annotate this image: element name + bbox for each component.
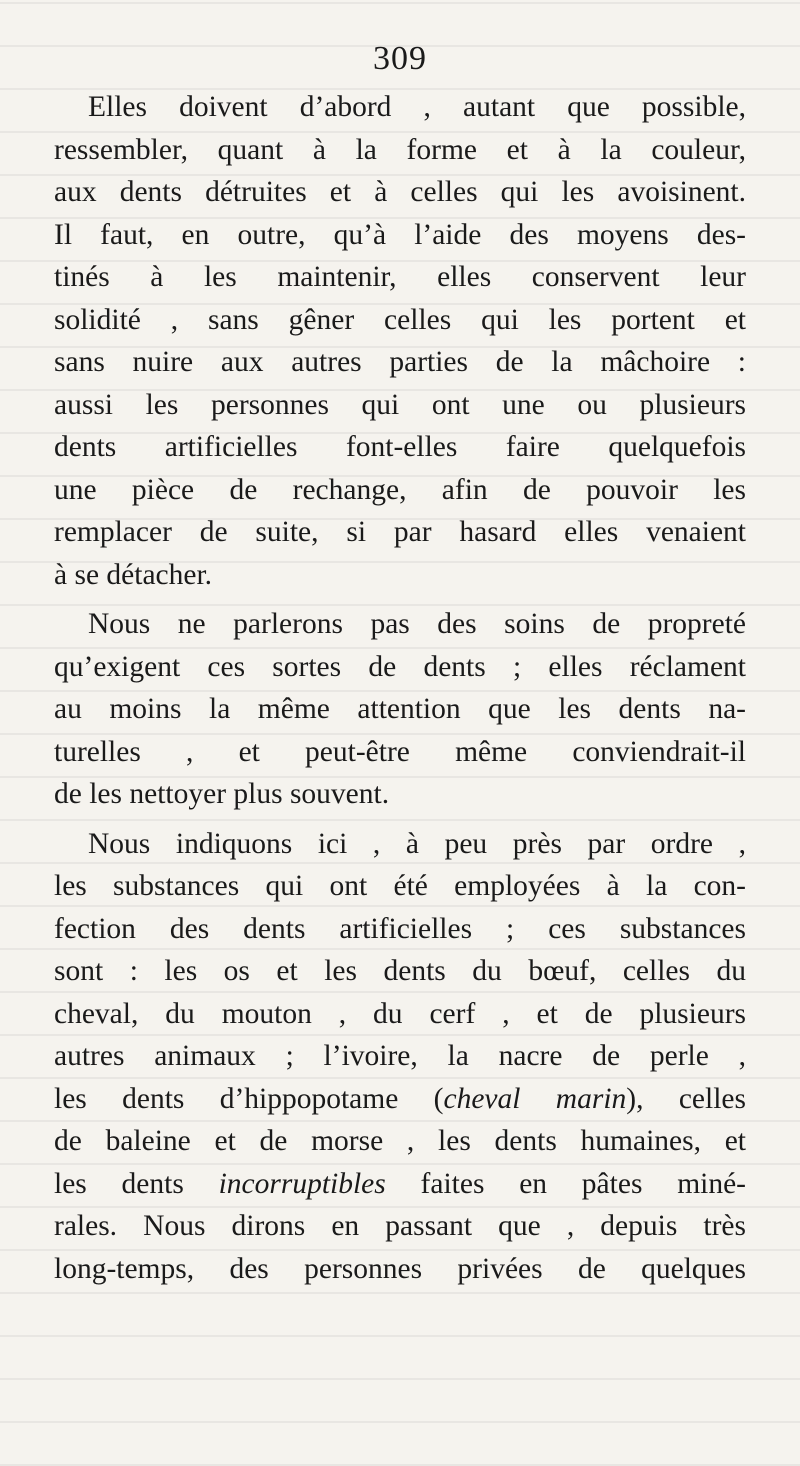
text-line: rales. Nous dirons en passant que , depuis très [54, 1210, 746, 1242]
italic-term: incorruptibles [218, 1167, 386, 1200]
text-line: sont : les os et les dents du bœuf, celles du [54, 955, 746, 987]
text-segment: les dents d’hippopotame ( [54, 1082, 444, 1115]
text-line: remplacer de suite, si par hasard elles venaient [54, 516, 746, 548]
text-line: une pièce de rechange, afin de pouvoir les [54, 473, 746, 506]
text-line: turelles , et peut-être même conviendrait-il [54, 735, 746, 768]
text-line: de les nettoyer plus souvent. [54, 778, 390, 810]
text-segment: les dents [54, 1167, 219, 1200]
italic-term: cheval marin [443, 1082, 627, 1115]
body-text [54, 86, 746, 1290]
text-line: qu’exigent ces sortes de dents ; elles réclament [54, 650, 746, 683]
text-line: cheval, du mouton , du cerf , et de plusieurs [54, 997, 746, 1030]
text-line: Nous indiquons ici , à peu près par ordre , [88, 827, 746, 860]
text-line: aux dents détruites et à celles qui les avoisinent. [54, 176, 746, 208]
text-line [54, 1078, 746, 1121]
text-line: ressembler, quant à la forme et à la couleur, [54, 133, 746, 166]
text-segment: faites en pâtes miné- [385, 1167, 746, 1200]
page-number: 309 [373, 40, 427, 77]
text-line: long-temps, des personnes privées de quelques [54, 1252, 746, 1285]
text-line: aussi les personnes qui ont une ou plusieurs [54, 388, 746, 421]
text-line: solidité , sans gêner celles qui les portent et [54, 303, 746, 336]
text-line: tinés à les maintenir, elles conservent leur [54, 261, 746, 293]
text-line: de baleine et de morse , les dents humaines, et [54, 1125, 746, 1157]
text-line: les substances qui ont été employées à la con- [54, 870, 746, 902]
text-line: fection des dents artificielles ; ces substances [54, 912, 746, 945]
text-line [54, 1163, 746, 1206]
text-line: Elles doivent d’abord , autant que possible, [88, 91, 746, 123]
text-line: Nous ne parlerons pas des soins de propreté [88, 608, 746, 640]
text-segment: ), celles [626, 1082, 746, 1115]
text-line: à se détacher. [54, 558, 213, 591]
text-line: Il faut, en outre, qu’à l’aide des moyens des- [54, 218, 746, 251]
text-line: au moins la même attention que les dents na- [54, 693, 746, 725]
text-line: sans nuire aux autres parties de la mâchoire : [54, 346, 746, 378]
text-line: dents artificielles font-elles faire quelquefois [54, 431, 746, 463]
text-line: autres animaux ; l’ivoire, la nacre de perle , [54, 1040, 746, 1072]
